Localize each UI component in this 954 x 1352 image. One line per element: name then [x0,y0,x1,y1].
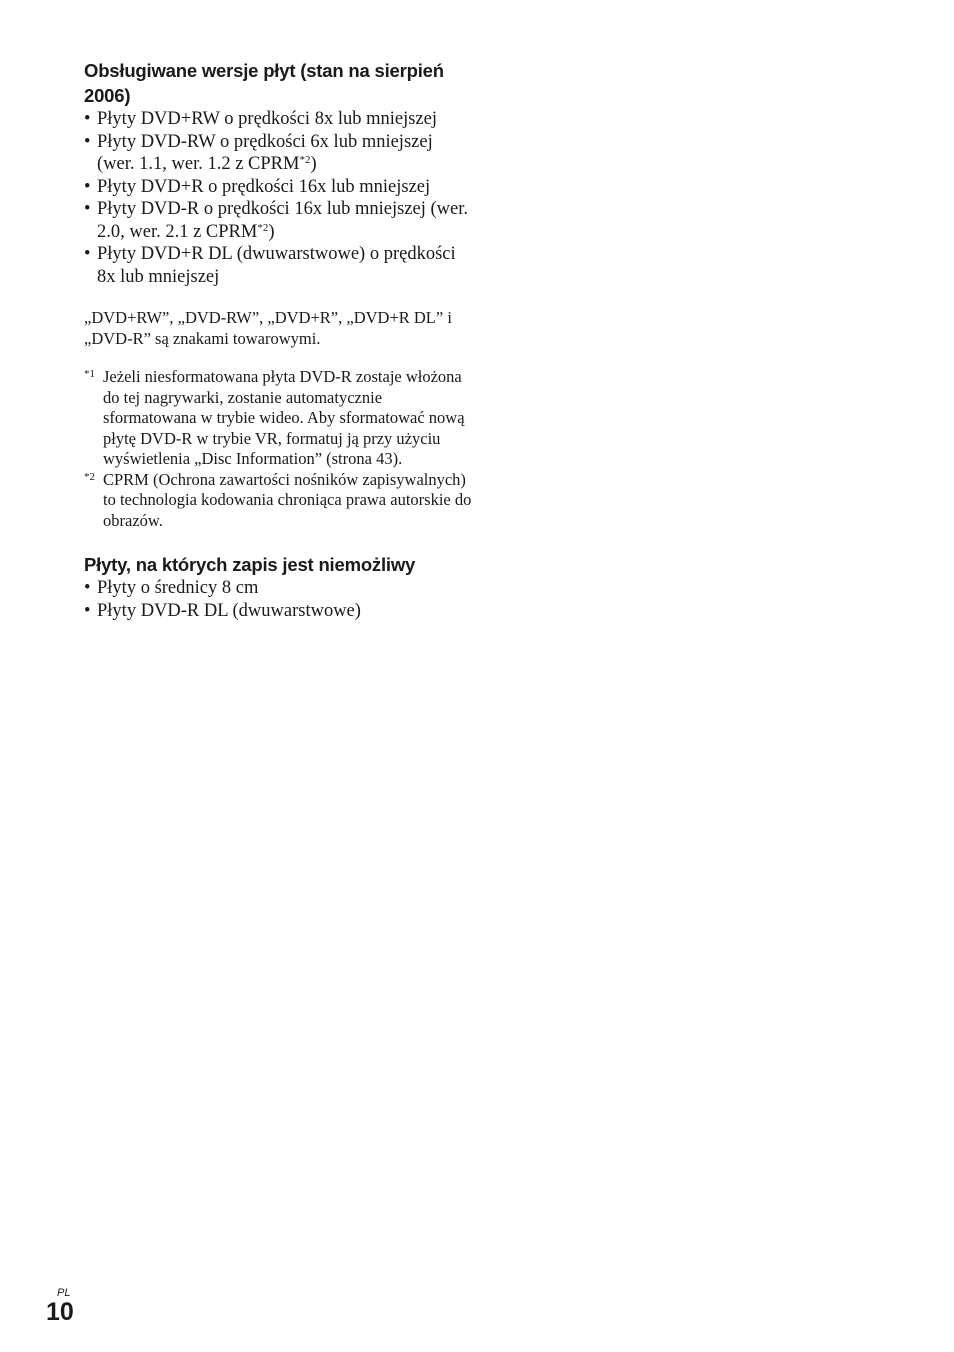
list-item-suffix: ) [268,221,275,242]
page-language-code: PL [57,1287,71,1299]
main-column [84,58,474,622]
list-item-text: Płyty DVD-R o prędkości 16x lub mniejszej (wer. 2.0, wer. 2.1 z CPRM [97,199,468,242]
trademark-notice: „DVD+RW”, „DVD-RW”, „DVD+R”, „DVD+R DL” i „DVD-R” są znakami towarowymi. [84,308,452,348]
footnote [84,470,474,532]
supported-discs-list [84,108,474,288]
footnote-text: Jeżeli niesformatowana płyta DVD-R zostaje włożona do tej nagrywarki, zostanie automatycznie sformatowana w trybie wideo. Aby sformatować nową płytę DVD-R w trybie VR, formatuj ją przy użyciu wyświetlenia „Disc Information” (strona 43). [103,367,465,468]
page-footer [46,1287,74,1325]
list-item [84,108,474,131]
list-item-text: Płyty DVD+R DL (dwuwarstwowe) o prędkości 8x lub mniejszej [97,244,456,287]
footnote-reference: *2 [257,221,269,234]
list-item-text: Płyty o średnicy 8 cm [97,578,259,598]
supported-discs-heading: Obsługiwane wersje płyt (stan na sierpień 2006) [84,60,444,106]
list-item [84,131,474,176]
page-number: 10 [46,1298,74,1326]
unrecordable-discs-heading: Płyty, na których zapis jest niemożliwy [84,554,416,575]
list-item [84,600,474,623]
footnote-label: *1 [84,368,95,380]
list-item [84,243,474,288]
footnote-reference: *2 [299,153,311,166]
footnotes [84,367,474,531]
unrecordable-discs-list [84,577,474,622]
list-item [84,577,474,600]
footnote [84,367,474,470]
list-item [84,198,474,243]
footnote-label: *2 [84,470,95,483]
footnote-text: CPRM (Ochrona zawartości nośników zapisywalnych) to technologia kodowania chroniąca prawa autorskie do obrazów. [103,469,472,530]
list-item-text: Płyty DVD+R o prędkości 16x lub mniejszej [97,176,431,197]
list-item [84,176,474,199]
list-item-text: Płyty DVD-R DL (dwuwarstwowe) [97,600,361,621]
list-item-text: Płyty DVD+RW o prędkości 8x lub mniejszej [97,109,437,129]
list-item-text: Płyty DVD-RW o prędkości 6x lub mniejszej (wer. 1.1, wer. 1.2 z CPRM [97,131,433,174]
list-item-suffix: ) [310,154,317,174]
